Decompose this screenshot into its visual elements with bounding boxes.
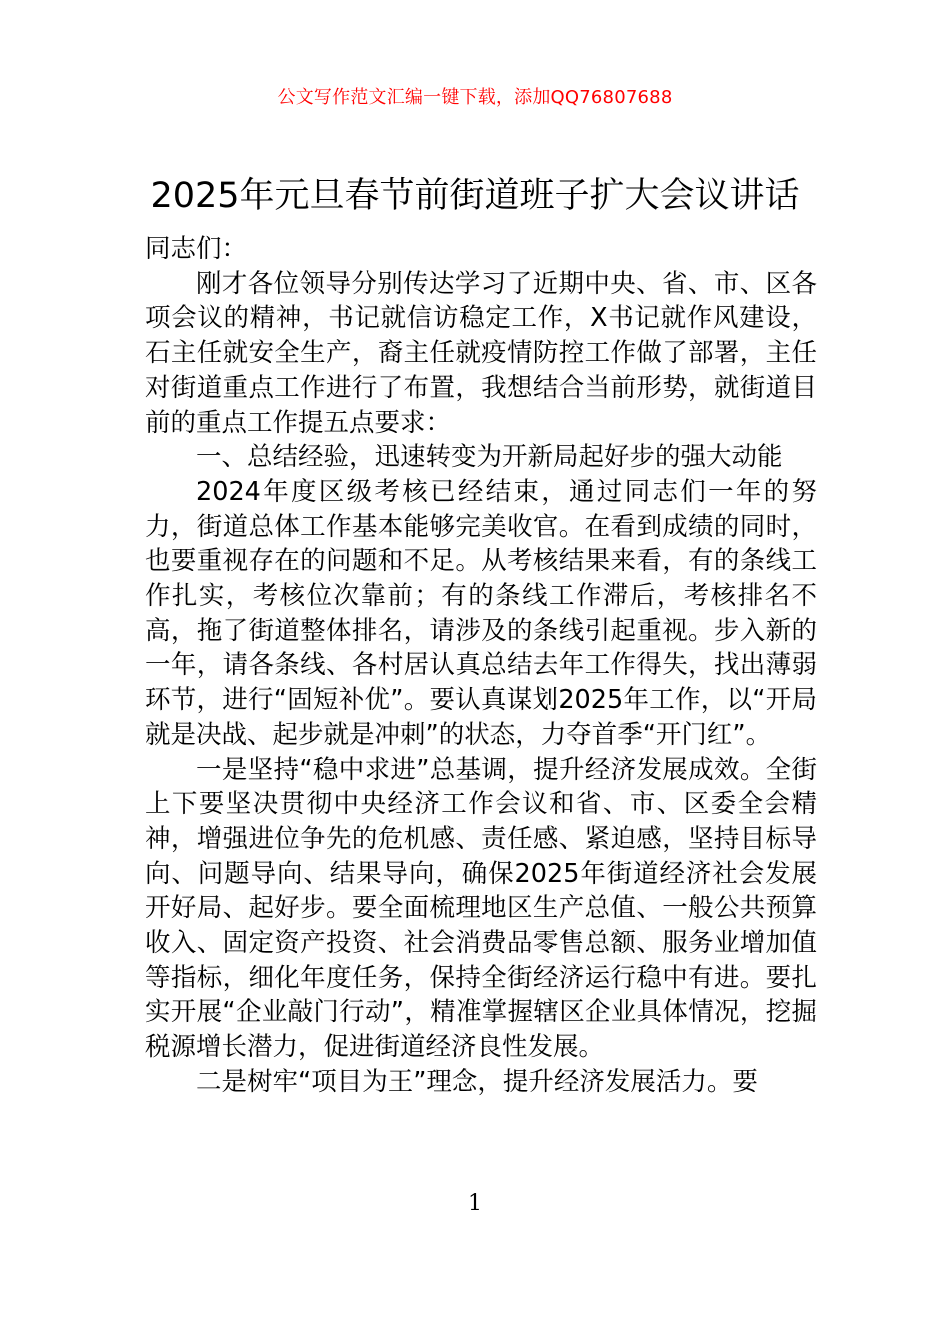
paragraph: 刚才各位领导分别传达学习了近期中央、省、市、区各项会议的精神，书记就信访稳定工作，X书记就作风建设，石主任就安全生产，裔主任就疫情防控工作做了部署，主任对街道重点工作进行了布置，我想结合当前形势，就街道目前的重点工作提五点要求： [145,268,817,438]
header-note: 公文写作范文汇编一键下载，添加QQ76807688 [277,87,673,108]
paragraph: 一是坚持“稳中求进”总基调，提升经济发展成效。全街上下要坚决贯彻中央经济工作会议和省、市、区委全会精神，增强进位争先的危机感、责任感、紧迫感，坚持目标导向、问题导向、结果导向，确保2025年街道经济社会发展开好局、起好步。要全面梳理地区生产总值、一般公共预算收入、固定资产投资、社会消费品零售总额、服务业增加值等指标，细化年度任务，保持全街经济运行稳中有进。要扎实开展“企业敲门行动”，精准掌握辖区企业具体情况，挖掘税源增长潜力，促进街道经济良性发展。 [145,754,817,1063]
section-heading: 一、总结经验，迅速转变为开新局起好步的强大动能 [196,442,783,473]
page-number: 1 [468,1191,482,1216]
paragraph: 二是树牢“项目为王”理念，提升经济发展活力。要 [196,1066,758,1097]
document-title: 2025年元旦春节前街道班子扩大会议讲话 [150,176,800,216]
paragraph: 2024年度区级考核已经结束，通过同志们一年的努力，街道总体工作基本能够完美收官。在看到成绩的同时，也要重视存在的问题和不足。从考核结果来看，有的条线工作扎实，考核位次靠前；有的条线工作滞后，考核排名不高，拖了街道整体排名，请涉及的条线引起重视。步入新的一年，请各条线、各村居认真总结去年工作得失，找出薄弱环节，进行“固短补优”。要认真谋划2025年工作，以“开局就是决战、起步就是冲刺”的状态，力夺首季“开门红”。 [145,476,817,750]
salutation: 同志们： [145,234,248,264]
document-body [145,232,817,1100]
